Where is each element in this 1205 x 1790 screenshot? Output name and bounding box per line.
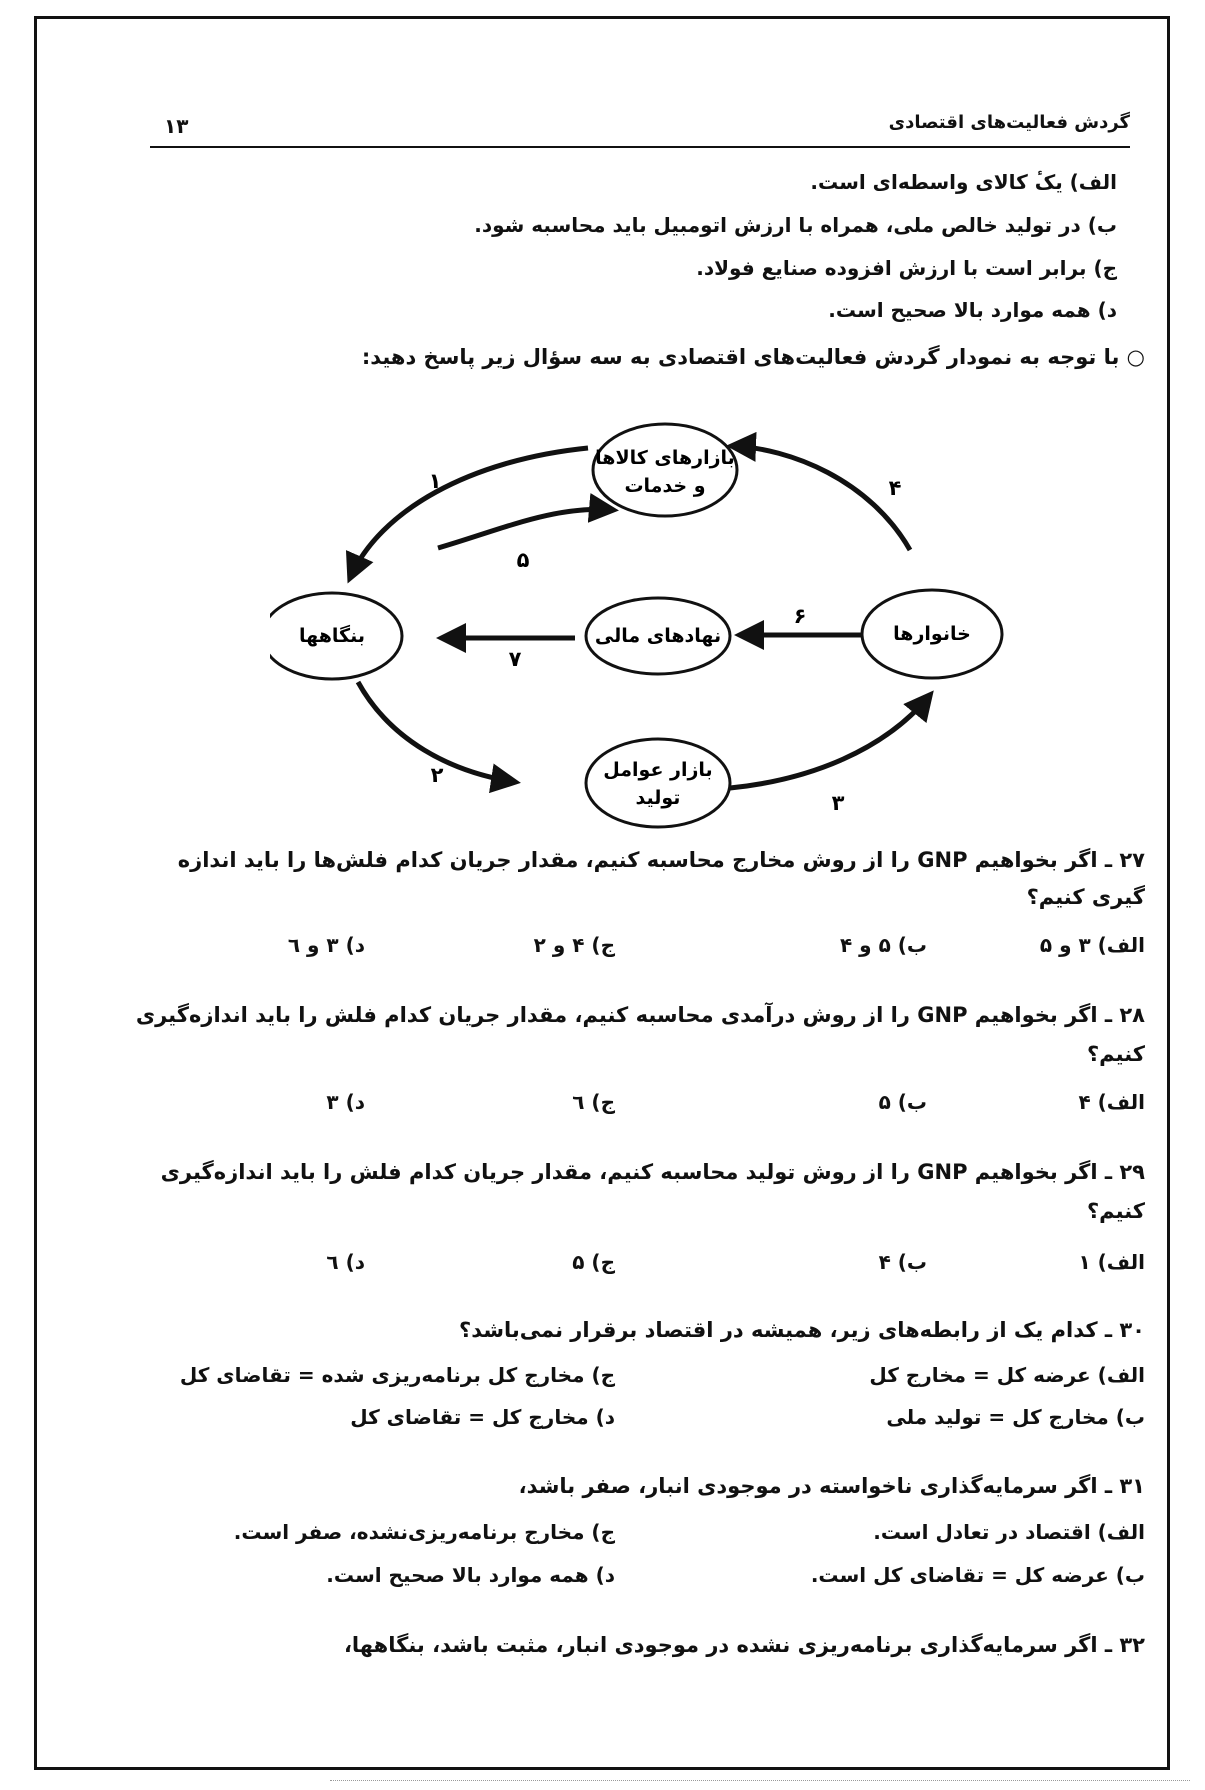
question-30-line-1: ۳۰ ـ کدام یک از رابطه‌های زیر، همیشه در اقتصاد برقرار نمی‌باشد؟ [459, 1318, 1145, 1342]
node-factor-markets [586, 739, 730, 827]
page-number: ۱۳ [164, 114, 189, 138]
running-header [150, 112, 1130, 148]
question-29-option-c: ج) ۵ [572, 1250, 615, 1274]
prev-option-b: ب) در تولید خالص ملی، همراه با ارزش اتومبیل باید محاسبه شود. [474, 213, 1117, 237]
question-30-option-c: ج) مخارج کل برنامه‌ریزی شده = تقاضای کل [179, 1363, 615, 1387]
question-29-option-b: ب) ۴ [878, 1250, 927, 1274]
arrow-3 [730, 695, 930, 788]
arrow-label-5: ۵ [516, 548, 530, 572]
node-goods-markets-label-1: بازارهای کالاها [595, 447, 735, 469]
question-28-line-2: کنیم؟ [1086, 1042, 1145, 1066]
question-28-option-d: د) ۳ [326, 1090, 365, 1114]
question-31-line-1: ۳۱ ـ اگر سرمایه‌گذاری ناخواسته در موجودی انبار، صفر باشد، [518, 1474, 1145, 1498]
diagram-intro: ○ با توجه به نمودار گردش فعالیت‌های اقتصادی به سه سؤال زیر پاسخ دهید: [361, 345, 1145, 369]
node-goods-markets-label-2: و خدمات [624, 475, 706, 497]
arrow-label-7: ۷ [508, 647, 522, 671]
question-29-line-1: ۲۹ ـ اگر بخواهیم GNP را از روش تولید محاسبه کنیم، مقدار جریان کدام فلش را باید اندازه‌گیری [160, 1160, 1145, 1184]
circular-flow-diagram [270, 420, 1030, 835]
question-28-line-1: ۲۸ ـ اگر بخواهیم GNP را از روش درآمدی محاسبه کنیم، مقدار جریان کدام فلش را باید اندازه‌گیری [135, 1003, 1145, 1027]
question-30-option-d: د) مخارج کل = تقاضای کل [350, 1405, 615, 1429]
question-29-option-a: الف) ۱ [1078, 1250, 1145, 1274]
question-30-option-b: ب) مخارج کل = تولید ملی [886, 1405, 1145, 1429]
question-27-option-b: ب) ۵ و ۴ [840, 933, 927, 957]
arrow-label-6: ۶ [793, 604, 807, 628]
question-28-option-b: ب) ۵ [878, 1090, 927, 1114]
question-27-option-d: د) ۳ و ٦ [287, 933, 365, 957]
prev-option-a: الف) یکٔ کالای واسطه‌ای است. [810, 170, 1117, 194]
question-27-option-a: الف) ۳ و ۵ [1039, 933, 1145, 957]
arrow-5 [438, 509, 613, 548]
node-factor-markets-label-1: بازار عوامل [603, 759, 713, 781]
arrow-4 [732, 446, 910, 550]
question-27-line-2: گیری کنیم؟ [1026, 885, 1145, 909]
question-32-line-1: ۳۲ ـ اگر سرمایه‌گذاری برنامه‌ریزی نشده در موجودی انبار، مثبت باشد، بنگاهها، [343, 1633, 1145, 1657]
question-30-option-a: الف) عرضه کل = مخارج کل [869, 1363, 1145, 1387]
question-31-option-c: ج) مخارج برنامه‌ریزی‌نشده، صفر است. [233, 1520, 615, 1544]
question-29-option-d: د) ٦ [326, 1250, 365, 1274]
question-31-option-a: الف) اقتصاد در تعادل است. [873, 1520, 1145, 1544]
arrow-label-2: ۲ [430, 763, 444, 787]
scan-edge-dots [330, 1780, 1190, 1781]
question-31-option-b: ب) عرضه کل = تقاضای کل است. [810, 1563, 1145, 1587]
question-27-option-c: ج) ۴ و ۲ [533, 933, 615, 957]
node-goods-markets [593, 424, 737, 516]
node-financial-institutions-label: نهادهای مالی [594, 625, 722, 647]
arrow-label-1: ۱ [428, 469, 442, 493]
question-27-line-1: ۲۷ ـ اگر بخواهیم GNP را از روش مخارج محاسبه کنیم، مقدار جریان کدام فلش‌ها را باید اندازه [177, 848, 1145, 872]
arrow-label-4: ۴ [888, 476, 902, 500]
prev-option-d: د) همه موارد بالا صحیح است. [828, 298, 1117, 322]
prev-option-c: ج) برابر است با ارزش افزوده صنایع فولاد. [696, 256, 1117, 280]
question-28-option-c: ج) ٦ [572, 1090, 615, 1114]
arrow-label-3: ۳ [831, 791, 845, 815]
node-households-label: خانوارها [893, 623, 971, 645]
node-firms-label: بنگاهها [299, 625, 365, 647]
question-28-option-a: الف) ۴ [1078, 1090, 1145, 1114]
node-factor-markets-label-2: تولید [635, 787, 681, 809]
question-29-line-2: کنیم؟ [1086, 1199, 1145, 1223]
question-31-option-d: د) همه موارد بالا صحیح است. [326, 1563, 615, 1587]
chapter-title: گردش فعالیت‌های اقتصادی [888, 112, 1130, 133]
